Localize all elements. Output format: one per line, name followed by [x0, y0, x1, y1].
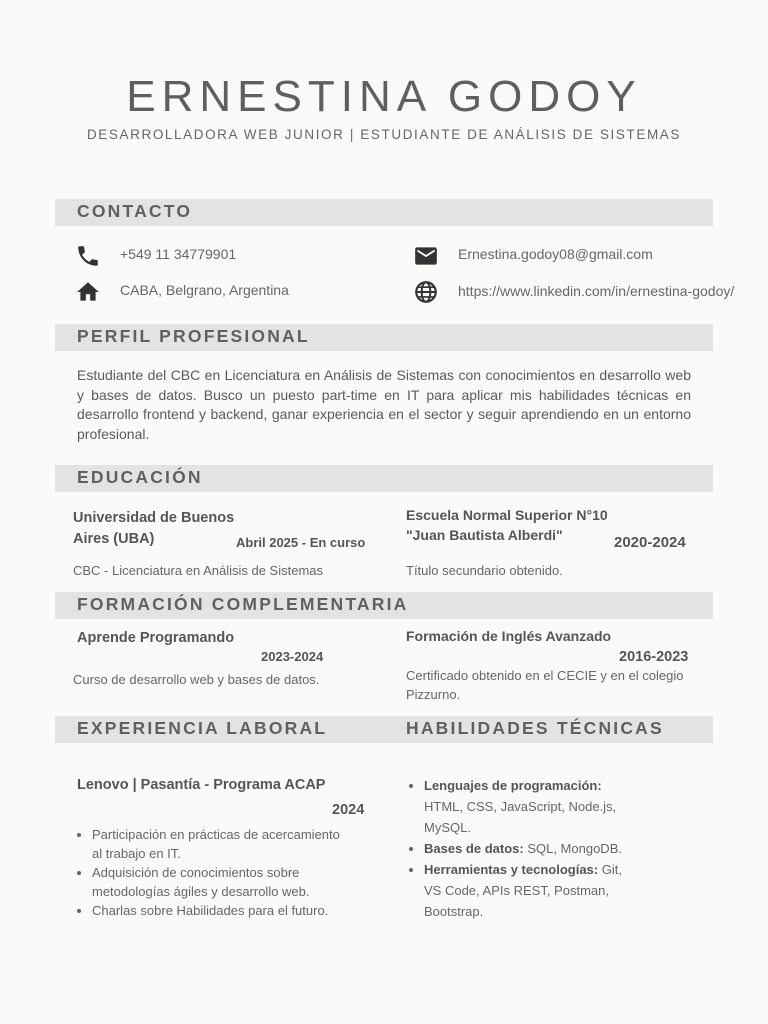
skills-section-title: HABILIDADES TÉCNICAS — [406, 718, 664, 738]
contact-address: CABA, Belgrano, Argentina — [120, 282, 289, 298]
resume-name: ERNESTINA GODOY — [126, 72, 642, 121]
training-1-date: 2023-2024 — [261, 649, 324, 664]
contact-linkedin[interactable]: https://www.linkedin.com/in/ernestina-godoy/ — [458, 283, 735, 299]
profile-text: Estudiante del CBC en Licenciatura en Análisis de Sistemas con conocimientos en desarrollo web y bases de datos. Busco un puesto part-time en IT para aplicar mis habilidades técnicas en desarrollo frontend y backend, ganar experiencia en el sector y seguir aprendiendo en un entorno profesional. — [77, 367, 691, 442]
experience-bullet: • Participación en prácticas de acercamiento al trabajo en IT. — [92, 825, 377, 863]
globe-icon — [413, 279, 439, 305]
contact-section-bar — [55, 199, 713, 226]
skill-item: • Lenguajes de programación: HTML, CSS, JavaScript, Node.js, MySQL. — [424, 775, 709, 838]
experience-bullets — [77, 825, 377, 920]
education-2-institution-line1: Escuela Normal Superior N°10 — [406, 507, 608, 523]
training-2-name: Formación de Inglés Avanzado — [406, 628, 612, 644]
skills-list — [409, 775, 709, 922]
education-section-title: EDUCACIÓN — [77, 467, 203, 487]
skill-item: • Bases de datos: SQL, MongoDB. — [424, 838, 709, 859]
experience-role: Lenovo | Pasantía - Programa ACAP — [77, 777, 326, 793]
experience-date: 2024 — [332, 802, 365, 818]
experience-bullet: • Charlas sobre Habilidades para el futuro. — [92, 901, 377, 920]
contact-phone: +549 11 34779901 — [120, 246, 237, 262]
training-2-description-line1: Certificado obtenido en el CECIE y en el colegio — [406, 668, 684, 683]
education-1-institution-line1: Universidad de Buenos — [73, 510, 235, 526]
education-1-institution-line2: Aires (UBA) — [73, 531, 155, 547]
training-section-title: FORMACIÓN COMPLEMENTARIA — [77, 594, 409, 614]
email-icon — [413, 243, 439, 269]
contact-email[interactable]: Ernestina.godoy08@gmail.com — [458, 246, 653, 262]
home-icon — [75, 279, 101, 305]
education-section-bar — [55, 465, 713, 492]
training-1-name: Aprende Programando — [77, 630, 235, 646]
education-1-date: Abril 2025 - En curso — [236, 535, 366, 550]
contact-section-title: CONTACTO — [77, 201, 193, 221]
education-2-date: 2020-2024 — [614, 534, 686, 551]
skill-item: • Herramientas y tecnologías: Git, VS Code, APIs REST, Postman, Bootstrap. — [424, 859, 709, 922]
experience-bullet: • Adquisición de conocimientos sobre metodologías ágiles y desarrollo web. — [92, 863, 377, 901]
experience-skills-section-bar — [55, 716, 713, 743]
education-2-institution-line2: "Juan Bautista Alberdi" — [406, 527, 563, 543]
education-1-description: CBC - Licenciatura en Análisis de Sistemas — [73, 563, 324, 578]
profile-section-bar — [55, 324, 713, 351]
profile-section-title: PERFIL PROFESIONAL — [77, 326, 310, 346]
experience-section-title: EXPERIENCIA LABORAL — [77, 718, 328, 738]
training-2-description-line2: Pizzurno. — [406, 687, 461, 702]
training-1-description: Curso de desarrollo web y bases de datos. — [73, 672, 320, 687]
resume-subtitle: DESARROLLADORA WEB JUNIOR | ESTUDIANTE DE ANÁLISIS DE SISTEMAS — [86, 127, 682, 142]
education-2-description: Título secundario obtenido. — [406, 563, 563, 578]
phone-icon — [75, 243, 101, 269]
training-2-date: 2016-2023 — [619, 649, 689, 665]
training-section-bar — [55, 592, 713, 619]
